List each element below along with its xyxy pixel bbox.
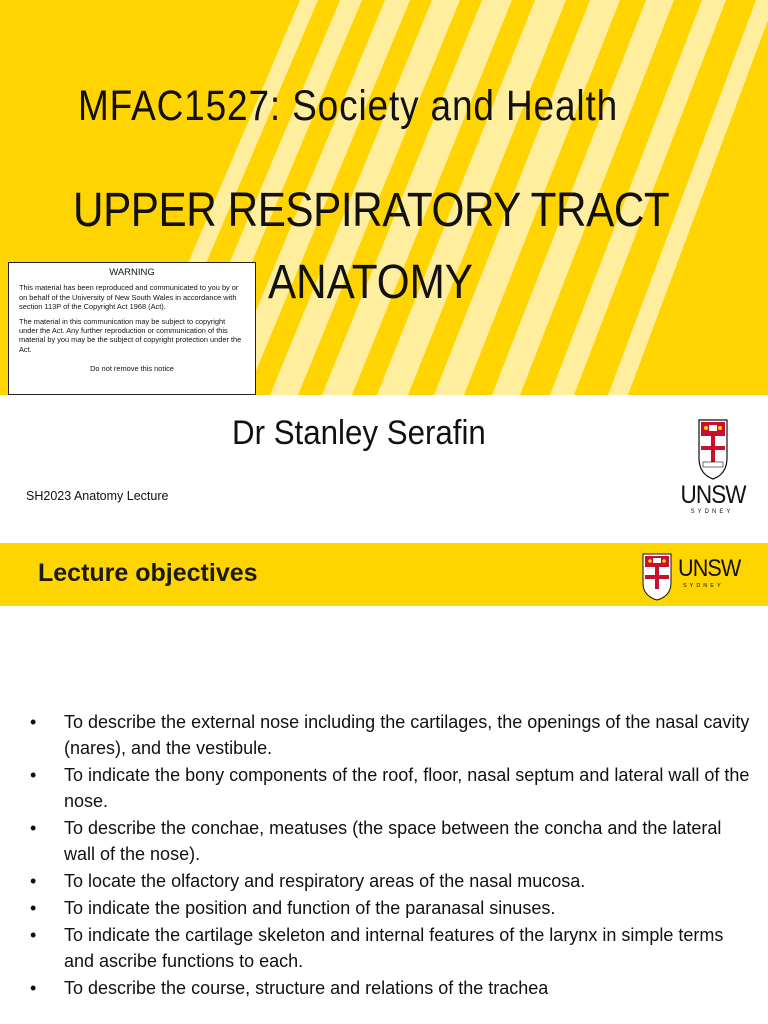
bullet-icon: • [30, 925, 37, 945]
objectives-title: Lecture objectives [38, 559, 258, 587]
objective-item [30, 895, 750, 921]
lecture-code: SH2023 Anatomy Lecture [26, 489, 169, 503]
unsw-logo [640, 553, 760, 601]
lecture-title-line-2: ANATOMY [268, 256, 473, 309]
lecture-title-line-1: UPPER RESPIRATORY TRACT [73, 184, 670, 237]
objective-text: To describe the conchae, meatuses (the space between the concha and the lateral wall of the nose). [64, 818, 722, 864]
bullet-icon: • [30, 818, 37, 838]
objective-item [30, 709, 750, 761]
unsw-crest-icon [697, 418, 729, 480]
unsw-wordmark: UNSW [680, 481, 746, 509]
objectives-slide [0, 543, 768, 1024]
objective-text: To describe the course, structure and relations of the trachea [64, 978, 549, 998]
copyright-warning-notice [8, 262, 256, 395]
course-title: MFAC1527: Society and Health [78, 82, 619, 130]
bullet-icon: • [30, 871, 37, 891]
objectives-list [30, 709, 750, 1002]
objective-item [30, 868, 750, 894]
presenter-name: Dr Stanley Serafin [232, 414, 486, 452]
warning-paragraph-1: This material has been reproduced and communicated to you by or on behalf of the University of New South Wales in accordance with section 113P of the Copyright Act 1968 (Act). [19, 283, 239, 312]
objective-item [30, 762, 750, 814]
objective-item [30, 815, 750, 867]
unsw-crest-icon [642, 553, 672, 601]
objective-text: To indicate the bony components of the roof, floor, nasal septum and lateral wall of the nose. [64, 765, 750, 811]
bullet-icon: • [30, 712, 37, 732]
objective-item [30, 922, 750, 974]
unsw-wordmark: UNSW [678, 555, 741, 582]
objective-text: To describe the external nose including the cartilages, the openings of the nasal cavity (nares), and the vestibule. [64, 712, 750, 758]
warning-title: WARNING [109, 267, 155, 278]
bullet-icon: • [30, 978, 37, 998]
objective-text: To indicate the position and function of the paranasal sinuses. [64, 898, 556, 918]
bullet-icon: • [30, 765, 37, 785]
warning-paragraph-2: The material in this communication may be subject to copyright under the Act. Any further reproduction or communication of this material by you may be the subject of copyright protection under the Act. [19, 316, 242, 354]
objective-text: To locate the olfactory and respiratory areas of the nasal mucosa. [64, 871, 586, 891]
unsw-logo [677, 418, 747, 518]
unsw-subtitle: SYDNEY [683, 583, 724, 589]
bullet-icon: • [30, 898, 37, 918]
unsw-subtitle: SYDNEY [690, 509, 734, 515]
objective-text: To indicate the cartilage skeleton and internal features of the larynx in simple terms and ascribe functions to each. [64, 925, 724, 971]
objectives-header [0, 543, 768, 606]
objective-item [30, 975, 750, 1001]
warning-footer: Do not remove this notice [90, 364, 174, 374]
